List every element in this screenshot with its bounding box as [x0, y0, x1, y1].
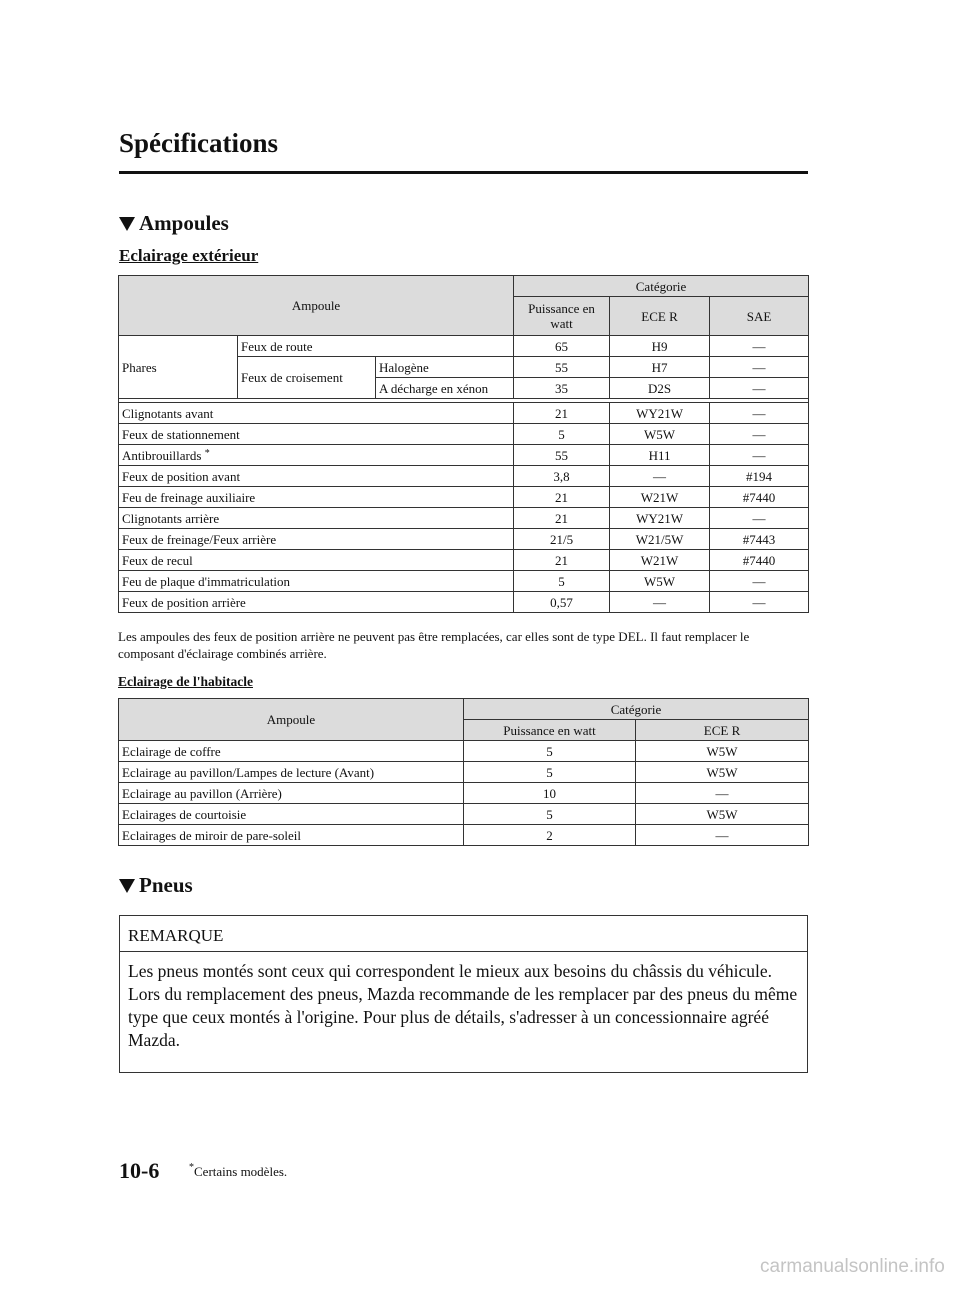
- cell-watt: 21: [514, 403, 610, 424]
- row-label: [119, 445, 514, 466]
- cell-ece: W5W: [636, 741, 809, 762]
- cell-ece: W5W: [636, 762, 809, 783]
- cell-ece: W5W: [610, 424, 710, 445]
- header-sae: SAE: [710, 297, 809, 336]
- section-title-bulbs-text: Ampoules: [139, 211, 229, 235]
- remark-paragraph: Lors du remplacement des pneus, Mazda recommande de les remplacer par des pneus du même type que ceux montés à l'origine. Pour plus de détails, s'adresser à un concessionnaire agréé Mazda.: [128, 984, 798, 1050]
- row-label: A décharge en xénon: [376, 378, 514, 399]
- table-row: [119, 466, 809, 487]
- table-row: [119, 424, 809, 445]
- cell-watt: 0,57: [514, 592, 610, 613]
- cell-ece: —: [636, 783, 809, 804]
- footnote-text: Certains modèles.: [194, 1164, 288, 1179]
- row-label-croisement: Feux de croisement: [238, 357, 376, 399]
- row-label: Clignotants arrière: [119, 508, 514, 529]
- section-title-tires: [119, 873, 193, 898]
- header-category: Catégorie: [514, 276, 809, 297]
- header-bulb: Ampoule: [119, 276, 514, 336]
- cell-sae: —: [710, 571, 809, 592]
- subtitle-interior: Eclairage de l'habitacle: [118, 674, 253, 689]
- cell-watt: 21: [514, 487, 610, 508]
- row-label: Eclairages de miroir de pare-soleil: [119, 825, 464, 846]
- cell-ece: W21W: [610, 550, 710, 571]
- row-label: Feux de position arrière: [119, 592, 514, 613]
- row-label: Eclairages de courtoisie: [119, 804, 464, 825]
- cell-watt: 5: [464, 762, 636, 783]
- table-row: [119, 550, 809, 571]
- cell-sae: —: [710, 592, 809, 613]
- header-ece: ECE R: [636, 720, 809, 741]
- cell-sae: —: [710, 403, 809, 424]
- table-row: [119, 741, 809, 762]
- triangle-down-icon: [119, 879, 135, 893]
- cell-sae: #7440: [710, 487, 809, 508]
- cell-ece: H11: [610, 445, 710, 466]
- cell-ece: WY21W: [610, 508, 710, 529]
- table-row: [119, 571, 809, 592]
- watermark: carmanualsonline.info: [760, 1256, 945, 1277]
- remark-heading: REMARQUE: [120, 916, 807, 952]
- exterior-note: Les ampoules des feux de position arrière ne peuvent pas être remplacées, car elles sont de type DEL. Il faut remplacer le composant d'éclairage combinés arrière.: [118, 629, 750, 661]
- cell-sae: —: [710, 336, 809, 357]
- cell-sae: —: [710, 445, 809, 466]
- cell-sae: —: [710, 378, 809, 399]
- row-label: Halogène: [376, 357, 514, 378]
- subtitle-exterior: Eclairage extérieur: [119, 246, 259, 265]
- triangle-down-icon: [119, 217, 135, 231]
- cell-sae: —: [710, 424, 809, 445]
- cell-ece: H7: [610, 357, 710, 378]
- remark-box: [119, 915, 808, 1073]
- cell-ece: D2S: [610, 378, 710, 399]
- cell-watt: 10: [464, 783, 636, 804]
- cell-ece: W21/5W: [610, 529, 710, 550]
- cell-watt: 21: [514, 550, 610, 571]
- table-row: [119, 403, 809, 424]
- cell-ece: W5W: [636, 804, 809, 825]
- table-row: [119, 336, 809, 357]
- section-title-bulbs: [119, 211, 229, 236]
- asterisk-icon: *: [204, 447, 210, 459]
- chapter-title: Spécifications: [119, 128, 278, 158]
- row-label: Feux de recul: [119, 550, 514, 571]
- cell-watt: 35: [514, 378, 610, 399]
- cell-watt: 21/5: [514, 529, 610, 550]
- header-category: Catégorie: [464, 699, 809, 720]
- row-label: Feux de freinage/Feux arrière: [119, 529, 514, 550]
- cell-watt: 65: [514, 336, 610, 357]
- cell-ece: H9: [610, 336, 710, 357]
- table-row: [119, 783, 809, 804]
- table-row: [119, 508, 809, 529]
- footnote: [189, 1164, 287, 1180]
- cell-sae: —: [710, 357, 809, 378]
- cell-sae: #7443: [710, 529, 809, 550]
- interior-bulbs-table: [118, 698, 809, 846]
- cell-sae: #194: [710, 466, 809, 487]
- cell-ece: —: [610, 466, 710, 487]
- row-label: Clignotants avant: [119, 403, 514, 424]
- exterior-bulbs-table: [118, 275, 809, 613]
- row-label-text: Antibrouillards: [122, 447, 202, 463]
- row-label-phares: Phares: [119, 336, 238, 399]
- header-watt: Puissance en watt: [464, 720, 636, 741]
- header-watt: Puissance en watt: [514, 297, 610, 336]
- row-label: Eclairage au pavillon (Arrière): [119, 783, 464, 804]
- table-row: [119, 592, 809, 613]
- row-label: Feux de stationnement: [119, 424, 514, 445]
- header-bulb: Ampoule: [119, 699, 464, 741]
- cell-watt: 21: [514, 508, 610, 529]
- table-row: [119, 804, 809, 825]
- table-row: [119, 762, 809, 783]
- remark-body: [120, 952, 807, 1052]
- cell-watt: 55: [514, 445, 610, 466]
- row-label: Eclairage de coffre: [119, 741, 464, 762]
- cell-watt: 3,8: [514, 466, 610, 487]
- row-label: Eclairage au pavillon/Lampes de lecture (Avant): [119, 762, 464, 783]
- cell-ece: W5W: [610, 571, 710, 592]
- table-header-row: [119, 276, 809, 297]
- page-number: 10-6: [119, 1158, 160, 1183]
- cell-ece: —: [636, 825, 809, 846]
- cell-watt: 5: [464, 804, 636, 825]
- remark-paragraph: Les pneus montés sont ceux qui correspondent le mieux aux besoins du châssis du véhicule.: [128, 961, 772, 981]
- table-row: [119, 487, 809, 508]
- row-label: Feu de plaque d'immatriculation: [119, 571, 514, 592]
- cell-watt: 5: [464, 741, 636, 762]
- section-title-tires-text: Pneus: [139, 873, 193, 897]
- cell-ece: WY21W: [610, 403, 710, 424]
- cell-watt: 5: [514, 424, 610, 445]
- header-ece: ECE R: [610, 297, 710, 336]
- cell-sae: —: [710, 508, 809, 529]
- table-header-row: [119, 699, 809, 720]
- row-label: Feux de position avant: [119, 466, 514, 487]
- row-label: Feu de freinage auxiliaire: [119, 487, 514, 508]
- chapter-divider: [119, 171, 808, 174]
- table-row: [119, 825, 809, 846]
- cell-watt: 2: [464, 825, 636, 846]
- cell-ece: W21W: [610, 487, 710, 508]
- cell-sae: #7440: [710, 550, 809, 571]
- cell-watt: 5: [514, 571, 610, 592]
- table-row: [119, 529, 809, 550]
- row-label: Feux de route: [238, 336, 514, 357]
- cell-ece: —: [610, 592, 710, 613]
- table-row: [119, 445, 809, 466]
- cell-watt: 55: [514, 357, 610, 378]
- asterisk-icon: *: [189, 1162, 194, 1173]
